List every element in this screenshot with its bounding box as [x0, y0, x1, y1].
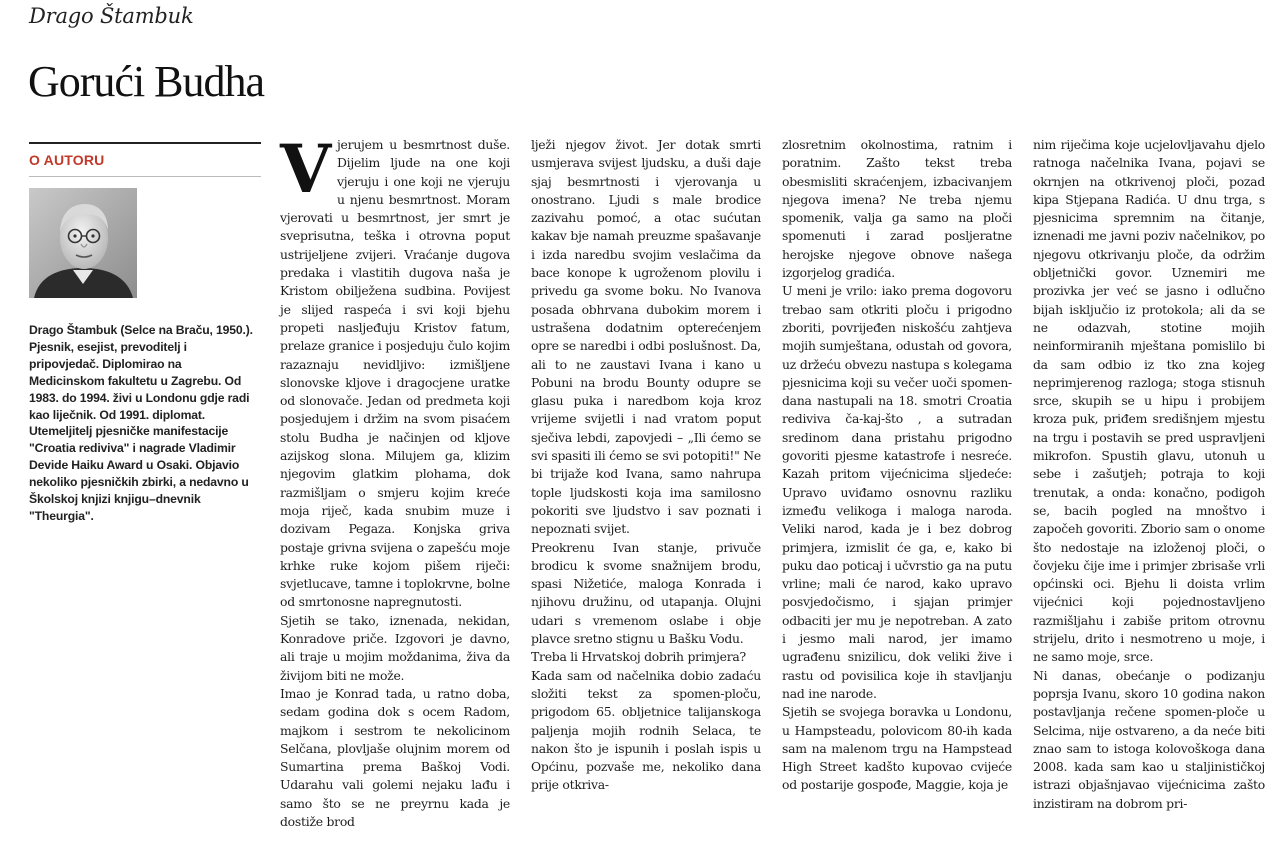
article-column-4	[1033, 136, 1265, 813]
article-column-2	[531, 136, 761, 795]
paragraph: jerujem u besmrtnost duše. Dijelim ljude na one koji vjeruju i one koji ne vjeruju u njenu besmrtnost. Moram vjerovati u besmrtnost, jer smrt je sveprisutna, teška i otrovna poput ustrijeljene zvijeri. Vraćanje dugova predaka i vlastitih dugova naša je Kristom obilježena sudbina. Povijest je slijed raspeća i svi koji bjehu propeti nasljeđuju Kristov fatum, prelaze granice i posjeduju čulo kojim razaznaju nevidljivo: izmišljene slonovske kljove i dragocjene uratke od slonovače. Jedan od predmeta koji posjedujem i držim na svom pisaćem stolu Budha je načinjen od kljove azijskog slona. Milujem ga, klizim njegovim glatkim plohama, dok razmišljam o smjeru kojim kreće moja riječ, kada snubim muze i dozivam Pegaza. Konjska griva postaje grivna svijena o zapešću moje krhke ruke kojom pišem riječi: svjetlucave, tamne i toplokrvne, bolne od smrtonosne napregnutosti.	[280, 137, 510, 610]
sidebar-top-rule	[29, 142, 261, 144]
article-title: Gorući Budha	[28, 57, 265, 106]
paragraph: Imao je Konrad tada, u ratno doba, sedam godina dok s ocem Radom, majkom i sestrom te nekolicinom Selčana, plovljaše olujnim morem od Sumartina prema Baškoj Vodi. Udarahu vali golemi nejaku lađu i samo što se ne preyrnu kada je dostiže brod	[280, 685, 510, 829]
article-author: Drago Štambuk	[29, 4, 194, 28]
sidebar-divider	[29, 176, 261, 177]
drop-cap: V	[280, 130, 331, 208]
article-column-3	[782, 136, 1012, 795]
paragraph: lježi njegov život. Jer dotak smrti usmjerava svijest ljudsku, a duši daje sjaj besmrtnosti i vjerovanja u onostrano. Ljudi s male brodice zazivahu pomoć, a otac sućutan kakav bje namah preuzme spašavanje i izda naredbu svojim veslačima da bace konope k ugroženom plovilu i privedu ga svome boku. No Ivanova posada obhrvana dubokim morem i ustrašena dodatnim opterećenjem opre se naredbi i odbi poslušnost. Da, ali to ne zaustavi Ivana i kano u Pobuni na brodu Bounty odupre se glasu puka i naredbom koja kroz vrijeme svijetli i nad vratom poput sječiva lebdi, zapovjedi – „Ili ćemo se svi spasiti ili ćemo se svi potopiti!" Ne bi trijaže kod Ivana, samo nahrupa tople ljudskosti koja ima samilosno pokoriti sve ljudstvo i sav poznati i nepoznati svijet.	[531, 137, 761, 537]
about-author-sidebar	[29, 142, 261, 523]
paragraph: Sjetih se tako, iznenada, nekidan, Konradove priče. Izgovori je davno, ali traje u mojim moždanima, živa da živijom biti ne može.	[280, 612, 510, 683]
paragraph: Ni danas, obećanje o podizanju poprsja Ivanu, skoro 10 godina nakon postavljanja rečene spomen-ploče u Selcima, nije ostvareno, a da neće biti znao sam to istoga kolovoškoga dana 2008. kada sam kao u staljinističkoj istrazi objašnjavao vijećnicima zašto inzistiram na dobrom pri-	[1033, 667, 1265, 811]
paragraph: zlosretnim okolnostima, ratnim i poratnim. Zašto tekst treba obesmisliti skraćenjem, izbacivanjem njegova imena? Ne treba njemu spomenik, valja ga samo na ploči spomenuti i zarad posljeratne herojske njegove obnove našega izgorjelog gradića.	[782, 137, 1012, 281]
paragraph: Treba li Hrvatskoj dobrih primjera?	[531, 649, 746, 665]
paragraph: nim riječima koje ucjelovljavahu djelo ratnoga načelnika Ivana, pojavi se okrnjen na otkrivenoj ploči, pozad kipa Stjepana Radića. U dnu trga, s pjesnicima spremnim na čitanje, iznenadi me javni poziv načelnikov, po njegovu otkrivanju ploče, da održim obljetnički govor. Uznemiri me prozivka jer već se jasno i odlučno bijah isključio iz protokola; ali da se ne odazvah, stotine mojih neinformiranih mještana pomislilo bi da sam odbio iz tko zna kojeg neprimjerenog razloga; stoga stisnuh srce, skupih se u hipu i probijem kroza puk, priđem središnjem mjestu na trgu i postavih se pred uspravljeni mikrofon. Spustih glavu, utonuh u sebe i zašutjeh; potraja to koji trenutak, a onda: konačno, podigoh se, bacih pogled na mnoštvo i započeh govoriti. Zborio sam o onome što nedostaje na izloženoj ploči, o čovjeku čije ime i primjer zbrisaše vrli općinski oci. Bjehu li doista vrlim vijećnici koji pojednostavljeno razmišljahu i zabiše pritom otrovnu strijelu, drito i nesmotreno u moje, i ne samo moje, srce.	[1033, 137, 1265, 665]
article-column-1	[280, 130, 510, 831]
sidebar-heading: O AUTORU	[29, 152, 105, 168]
author-photo	[29, 188, 137, 298]
paragraph: Sjetih se svojega boravka u Londonu, u Hampsteadu, polovicom 80-ih kada sam na malenom trgu na Hampstead High Street kadšto kupovao cvijeće od postarije gospođe, Maggie, koja je	[782, 704, 1012, 793]
author-bio: Drago Štambuk (Selce na Braču, 1950.). Pjesnik, esejist, prevoditelj i pripovjedač. Diplomirao na Medicinskom fakultetu u Zagrebu. Od 1983. do 1994. živi u Londonu gdje radi kao liječnik. Od 1991. diplomat. Utemeljitelj pjesničke manifestacije "Croatia rediviva" i nagrade Vladimir Devide Haiku Award u Osaki. Objavio nekoliko pjesničkih zbirki, a nedavno u Školskoj knjizi knjigu–dnevnik "Theurgia".	[29, 323, 253, 523]
paragraph: Kada sam od načelnika dobio zadaću složiti tekst za spomen-ploču, prigodom 65. obljetnice talijanskoga paljenja mojih rodnih Selaca, te nakon što je ispunih i poslah ispis u Općinu, pozvaše me, nekoliko dana prije otkriva-	[531, 667, 761, 793]
paragraph: U meni je vrilo: iako prema dogovoru trebao sam otkriti ploču i prigodno zboriti, povrijeđen niskošću zahtjeva mojih sumještana, odustah od govora, uz držeću obvezu nastupa s kolegama pjesnicima koji su večer uoči spomen-dana nastupali na 18. smotri Croatia rediviva ča-kaj-što , a sutradan sredinom dana pristahu prigodno govoriti pjesme katastrofe i nesreće. Kazah pritom vijećnicima sljedeće: Upravo uviđamo osnovnu razliku između velikoga i maloga naroda. Veliki narod, kada je i bez dobrog primjera, izmislit će ga, e, kako bi puku dao poticaj i učvrstio ga na putu vrline; mali će narod, kako upravo posvjedočismo, i sjajan primjer odbaciti jer mu je nepotreban. A zato i jesmo mali narod, jer imamo ugrađenu snizilicu, dok veliki žive i rastu od povisilica koje ih stavljanju nad ine narode.	[782, 283, 1012, 701]
paragraph: Preokrenu Ivan stanje, privuče brodicu k svome snažnijem brodu, spasi Nižetiće, maloga Konrada i njihovu družinu, od utapanja. Olujni udari s vremenom oslabe i obje plavce sretno stignu u Bašku Vodu.	[531, 539, 761, 647]
author-portrait-image	[29, 188, 137, 298]
